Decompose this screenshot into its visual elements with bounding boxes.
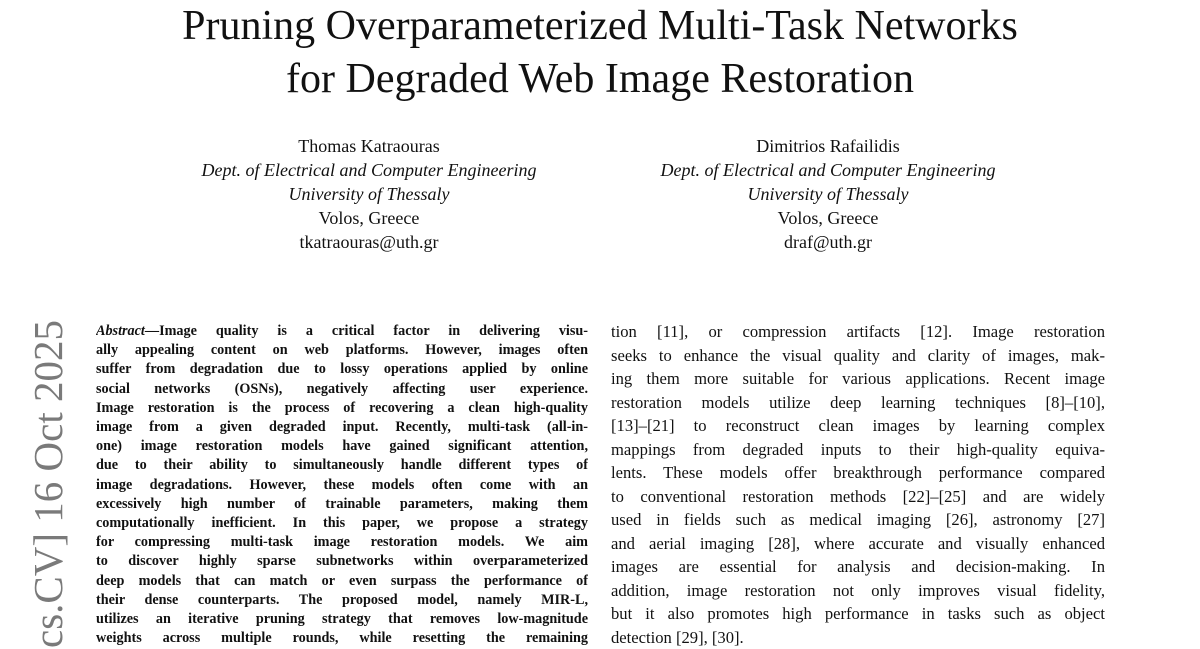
- abstract-line: excessively high number of trainable parameters, making them: [96, 495, 588, 514]
- abstract-line: [96, 322, 588, 341]
- body-line: but it also promotes high performance in tasks such as object: [611, 602, 1105, 626]
- abstract-line: suffer from degradation due to lossy operations applied by online: [96, 360, 588, 379]
- arxiv-side-stamp: cs.CV] 16 Oct 2025: [28, 320, 69, 648]
- author-location: Volos, Greece: [109, 206, 629, 230]
- abstract-line: one) image restoration models have gained significant attention,: [96, 437, 588, 456]
- body-line: detection [29], [30].: [611, 626, 1105, 649]
- body-line: seeks to enhance the visual quality and clarity of images, mak-: [611, 344, 1105, 368]
- author-university: University of Thessaly: [568, 182, 1088, 206]
- abstract-line: computationally inefficient. In this paper, we propose a strategy: [96, 514, 588, 533]
- author-department: Dept. of Electrical and Computer Engineering: [109, 158, 629, 182]
- body-line: ing them more suitable for various applications. Recent image: [611, 367, 1105, 391]
- author-university: University of Thessaly: [109, 182, 629, 206]
- abstract-line: due to their ability to simultaneously handle different types of: [96, 456, 588, 475]
- title-line: Pruning Overparameterized Multi-Task Networks: [0, 0, 1200, 53]
- author-block-2: [568, 134, 1088, 254]
- abstract-line: social networks (OSNs), negatively affecting user experience.: [96, 380, 588, 399]
- abstract-line: for compressing multi-task image restoration models. We aim: [96, 533, 588, 552]
- body-line: images are essential for analysis and decision-making. In: [611, 555, 1105, 579]
- body-line: lents. These models offer breakthrough performance compared: [611, 461, 1105, 485]
- body-line: addition, image restoration not only improves visual fidelity,: [611, 579, 1105, 603]
- body-line: and aerial imaging [28], where accurate and visually enhanced: [611, 532, 1105, 556]
- body-line: tion [11], or compression artifacts [12]. Image restoration: [611, 320, 1105, 344]
- abstract-line: deep models that can match or even surpass the performance of: [96, 572, 588, 591]
- author-block-1: [109, 134, 629, 254]
- author-name: Dimitrios Rafailidis: [568, 134, 1088, 158]
- body-line: restoration models utilize deep learning techniques [8]–[10],: [611, 391, 1105, 415]
- abstract-line: Image restoration is the process of recovering a clean high-quality: [96, 399, 588, 418]
- author-name: Thomas Katraouras: [109, 134, 629, 158]
- abstract-line: weights across multiple rounds, while resetting the remaining: [96, 629, 588, 648]
- author-location: Volos, Greece: [568, 206, 1088, 230]
- body-line: mappings from degraded inputs to their high-quality equiva-: [611, 438, 1105, 462]
- abstract: [96, 322, 588, 648]
- abstract-line: their dense counterparts. The proposed model, namely MIR-L,: [96, 591, 588, 610]
- abstract-line: image from a given degraded input. Recently, multi-task (all-in-: [96, 418, 588, 437]
- title-line: for Degraded Web Image Restoration: [0, 53, 1200, 106]
- paper-title: [0, 0, 1200, 106]
- abstract-label: Abstract: [96, 323, 145, 339]
- body-line: to conventional restoration methods [22]–[25] and are widely: [611, 485, 1105, 509]
- body-line: [13]–[21] to reconstruct clean images by learning complex: [611, 414, 1105, 438]
- abstract-line: image degradations. However, these models often come with an: [96, 476, 588, 495]
- author-email: tkatraouras@uth.gr: [109, 230, 629, 254]
- author-email: draf@uth.gr: [568, 230, 1088, 254]
- abstract-line: utilizes an iterative pruning strategy that removes low-magnitude: [96, 610, 588, 629]
- abstract-line: ally appealing content on web platforms. However, images often: [96, 341, 588, 360]
- abstract-line-text: —Image quality is a critical factor in delivering visu-: [145, 323, 588, 339]
- intro-body-text: [611, 320, 1105, 649]
- body-line: used in fields such as medical imaging [26], astronomy [27]: [611, 508, 1105, 532]
- abstract-line: to discover highly sparse subnetworks within overparameterized: [96, 552, 588, 571]
- author-department: Dept. of Electrical and Computer Engineering: [568, 158, 1088, 182]
